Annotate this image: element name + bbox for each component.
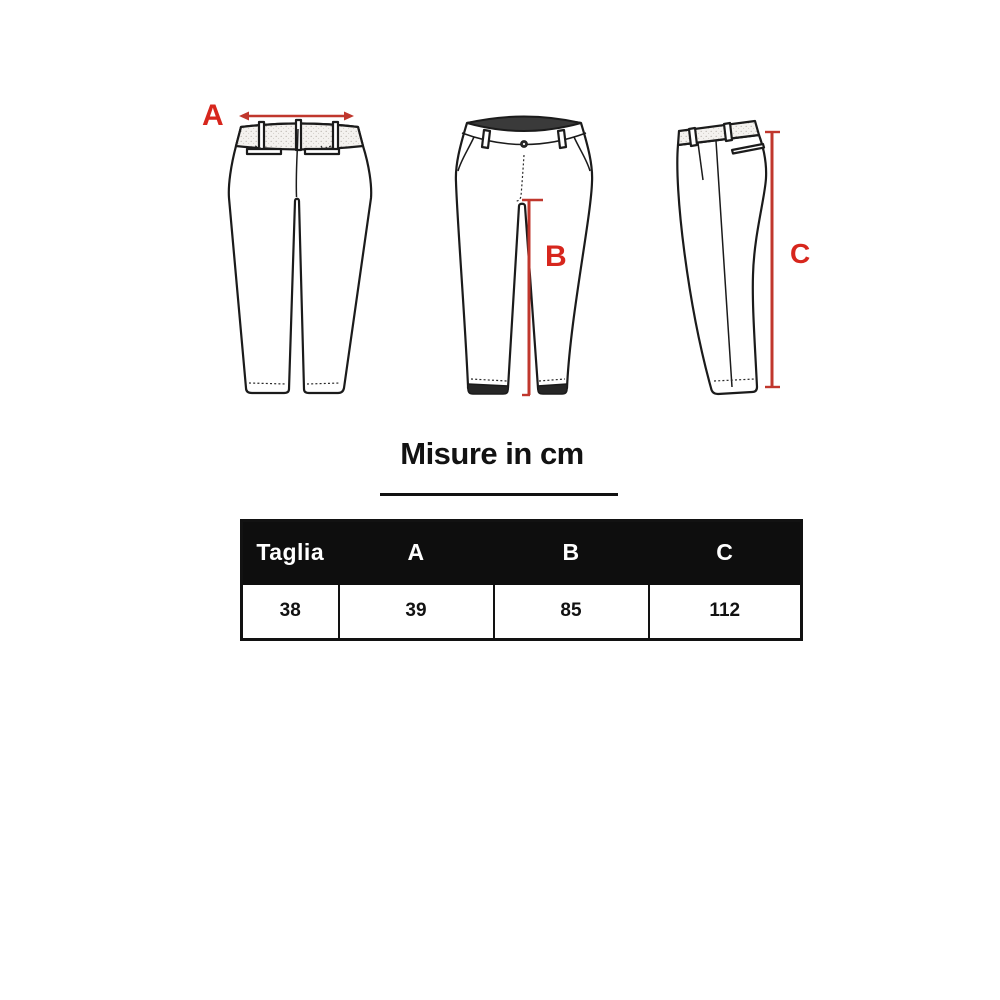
measure-label-b: B [545, 240, 567, 273]
pants-side-view-drawing [670, 110, 795, 400]
waistband-button [521, 141, 528, 148]
cell-a-value: 39 [339, 584, 494, 640]
pants-back-view-drawing [225, 100, 375, 410]
measurement-line-c [765, 132, 780, 387]
measure-label-a: A [202, 99, 224, 132]
pants-back-silhouette [229, 124, 371, 394]
size-table-data-row [242, 584, 802, 640]
pants-side-silhouette [677, 135, 766, 394]
cell-taglia-value: 38 [242, 584, 339, 640]
pants-front-view-drawing [450, 108, 598, 408]
cell-c-value: 112 [649, 584, 802, 640]
column-header-taglia: Taglia [242, 521, 339, 584]
measure-label-c: C [790, 238, 811, 269]
size-table [240, 519, 803, 641]
column-header-b: B [494, 521, 649, 584]
page-title: Misure in cm [400, 436, 584, 471]
title-underline [380, 493, 618, 496]
column-header-c: C [649, 521, 802, 584]
size-table-header-row [242, 521, 802, 584]
cell-b-value: 85 [494, 584, 649, 640]
column-header-a: A [339, 521, 494, 584]
